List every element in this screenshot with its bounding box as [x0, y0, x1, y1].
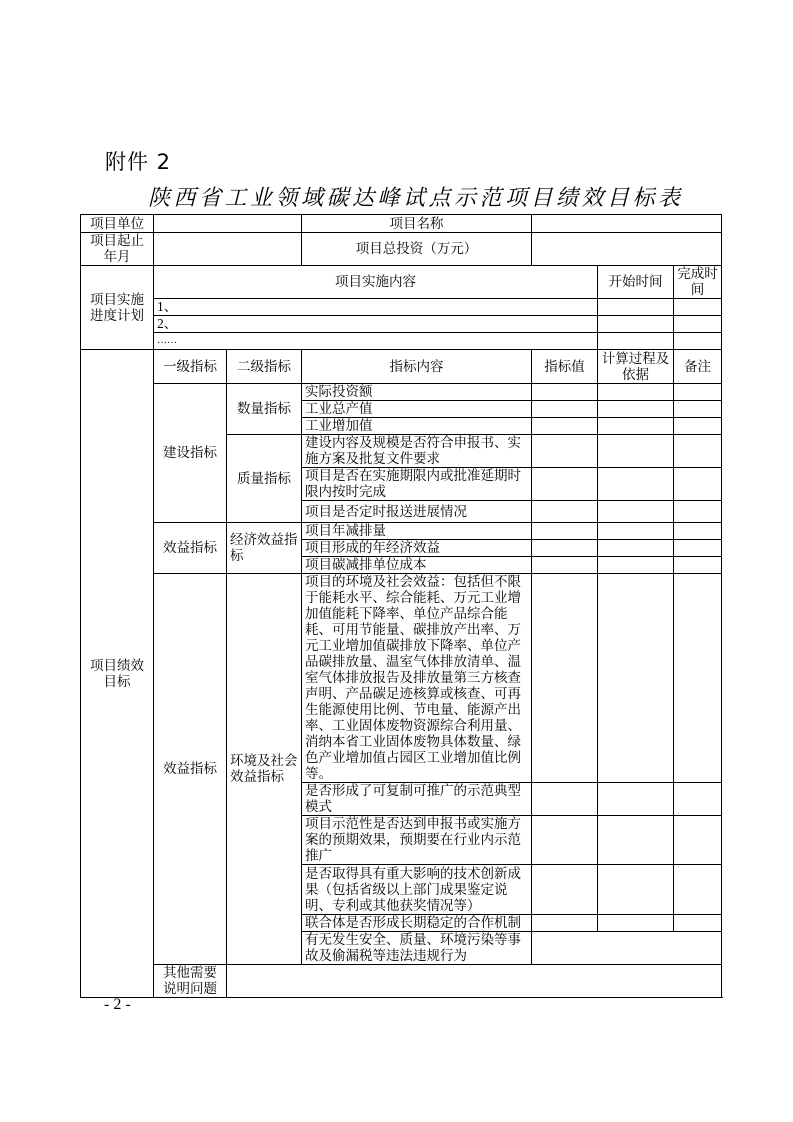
indicator-content: 项目示范性是否达到申报书或实施方案的预期效果，预期要在行业内示范推广 — [302, 816, 532, 865]
level2-environment-social: 环境及社会效益指标 — [227, 574, 302, 965]
indicator-value[interactable] — [532, 783, 598, 816]
level1-benefit-env: 效益指标 — [154, 574, 227, 965]
indicator-calc[interactable] — [598, 915, 674, 932]
indicator-content: 是否形成了可复制可推广的示范典型模式 — [302, 783, 532, 816]
indicator-content: 有无发生安全、质量、环境污染等事故及偷漏税等违法违规行为 — [302, 932, 532, 965]
performance-section-label: 项目绩效目标 — [81, 350, 154, 998]
indicator-content: 项目年减排量 — [302, 523, 532, 540]
indicator-remark[interactable] — [674, 523, 722, 540]
schedule-row-content[interactable]: 2、 — [154, 316, 598, 333]
indicator-calc[interactable] — [598, 540, 674, 557]
indicator-remark[interactable] — [674, 468, 722, 501]
level2-economic: 经济效益指标 — [227, 523, 302, 574]
investment-label: 项目总投资（万元） — [302, 233, 532, 266]
indicator-calc[interactable] — [598, 816, 674, 865]
indicator-value[interactable] — [532, 865, 598, 915]
header-content: 指标内容 — [302, 350, 532, 384]
indicator-calc[interactable] — [598, 468, 674, 501]
indicator-merged-value[interactable] — [532, 932, 722, 965]
schedule-row-start[interactable] — [598, 316, 674, 333]
schedule-row-content[interactable]: 1、 — [154, 299, 598, 316]
indicator-content: 项目碳减排单位成本 — [302, 557, 532, 574]
header-level1: 一级指标 — [154, 350, 227, 384]
indicator-remark[interactable] — [674, 384, 722, 401]
period-label: 项目起止年月 — [81, 233, 154, 266]
other-label: 其他需要说明问题 — [154, 965, 227, 998]
indicator-content: 项目的环境及社会效益：包括但不限于能耗水平、综合能耗、万元工业增加值能耗下降率、单位产品综合能耗、可用节能量、碳排放产出率、万元工业增加值碳排放下降率、单位产品碳排放量、温室气体排放清单、温室气体排放报告及排放量第三方核查声明、产品碳足迹核算或核查、可再生能源使用比例、节电量、能源产出率、工业固体废物资源综合利用量、消纳本省工业固体废物具体数量、绿色产业增加值占园区工业增加值比例等。 — [302, 574, 532, 783]
indicator-remark[interactable] — [674, 418, 722, 435]
indicator-remark[interactable] — [674, 574, 722, 783]
level1-construction: 建设指标 — [154, 384, 227, 523]
name-value[interactable] — [532, 215, 722, 233]
level2-quality: 质量指标 — [227, 435, 302, 523]
unit-label: 项目单位 — [81, 215, 154, 233]
page-number: - 2 - — [104, 996, 131, 1013]
schedule-row-end[interactable] — [674, 299, 722, 316]
indicator-remark[interactable] — [674, 435, 722, 468]
header-level2: 二级指标 — [227, 350, 302, 384]
header-calc: 计算过程及依据 — [598, 350, 674, 384]
indicator-calc[interactable] — [598, 574, 674, 783]
indicator-value[interactable] — [532, 816, 598, 865]
indicator-content: 联合体是否形成长期稳定的合作机制 — [302, 915, 532, 932]
name-label: 项目名称 — [302, 215, 532, 233]
schedule-section-label: 项目实施进度计划 — [81, 266, 154, 350]
period-value[interactable] — [154, 233, 302, 266]
indicator-calc[interactable] — [598, 501, 674, 523]
indicator-value[interactable] — [532, 435, 598, 468]
indicator-calc[interactable] — [598, 384, 674, 401]
indicator-value[interactable] — [532, 915, 598, 932]
indicator-value[interactable] — [532, 418, 598, 435]
indicator-calc[interactable] — [598, 523, 674, 540]
indicator-value[interactable] — [532, 574, 598, 783]
indicator-value[interactable] — [532, 557, 598, 574]
unit-value[interactable] — [154, 215, 302, 233]
indicator-calc[interactable] — [598, 435, 674, 468]
indicator-content: 是否取得具有重大影响的技术创新成果（包括省级以上部门成果鉴定说明、专利或其他获奖情况等） — [302, 865, 532, 915]
other-value[interactable] — [227, 965, 722, 998]
schedule-end-header: 完成时间 — [674, 266, 722, 299]
indicator-calc[interactable] — [598, 783, 674, 816]
schedule-start-header: 开始时间 — [598, 266, 674, 299]
indicator-value[interactable] — [532, 384, 598, 401]
indicator-calc[interactable] — [598, 418, 674, 435]
indicator-remark[interactable] — [674, 540, 722, 557]
schedule-row-end[interactable] — [674, 316, 722, 333]
schedule-content-header: 项目实施内容 — [154, 266, 598, 299]
indicator-remark[interactable] — [674, 783, 722, 816]
indicator-remark[interactable] — [674, 557, 722, 574]
indicator-remark[interactable] — [674, 401, 722, 418]
indicator-calc[interactable] — [598, 401, 674, 418]
level1-benefit: 效益指标 — [154, 523, 227, 574]
schedule-row-end[interactable] — [674, 333, 722, 350]
indicator-content: 项目是否在实施期限内或批准延期时限内按时完成 — [302, 468, 532, 501]
indicator-value[interactable] — [532, 468, 598, 501]
schedule-row-start[interactable] — [598, 333, 674, 350]
header-remark: 备注 — [674, 350, 722, 384]
indicator-value[interactable] — [532, 540, 598, 557]
indicator-remark[interactable] — [674, 865, 722, 915]
schedule-row-start[interactable] — [598, 299, 674, 316]
indicator-content: 建设内容及规模是否符合申报书、实施方案及批复文件要求 — [302, 435, 532, 468]
indicator-content: 项目形成的年经济效益 — [302, 540, 532, 557]
indicator-content: 工业增加值 — [302, 418, 532, 435]
level2-quantity: 数量指标 — [227, 384, 302, 435]
performance-target-table — [80, 214, 722, 998]
indicator-content: 工业总产值 — [302, 401, 532, 418]
indicator-content: 实际投资额 — [302, 384, 532, 401]
indicator-calc[interactable] — [598, 865, 674, 915]
indicator-value[interactable] — [532, 401, 598, 418]
indicator-value[interactable] — [532, 501, 598, 523]
schedule-row-content[interactable]: …… — [154, 333, 598, 350]
document-title: 陕西省工业领域碳达峰试点示范项目绩效目标表 — [148, 186, 684, 211]
indicator-remark[interactable] — [674, 501, 722, 523]
indicator-value[interactable] — [532, 523, 598, 540]
indicator-remark[interactable] — [674, 915, 722, 932]
indicator-remark[interactable] — [674, 816, 722, 865]
investment-value[interactable] — [532, 233, 722, 266]
annex-label: 附件 2 — [105, 150, 172, 174]
indicator-content: 项目是否定时报送进展情况 — [302, 501, 532, 523]
header-value: 指标值 — [532, 350, 598, 384]
indicator-calc[interactable] — [598, 557, 674, 574]
